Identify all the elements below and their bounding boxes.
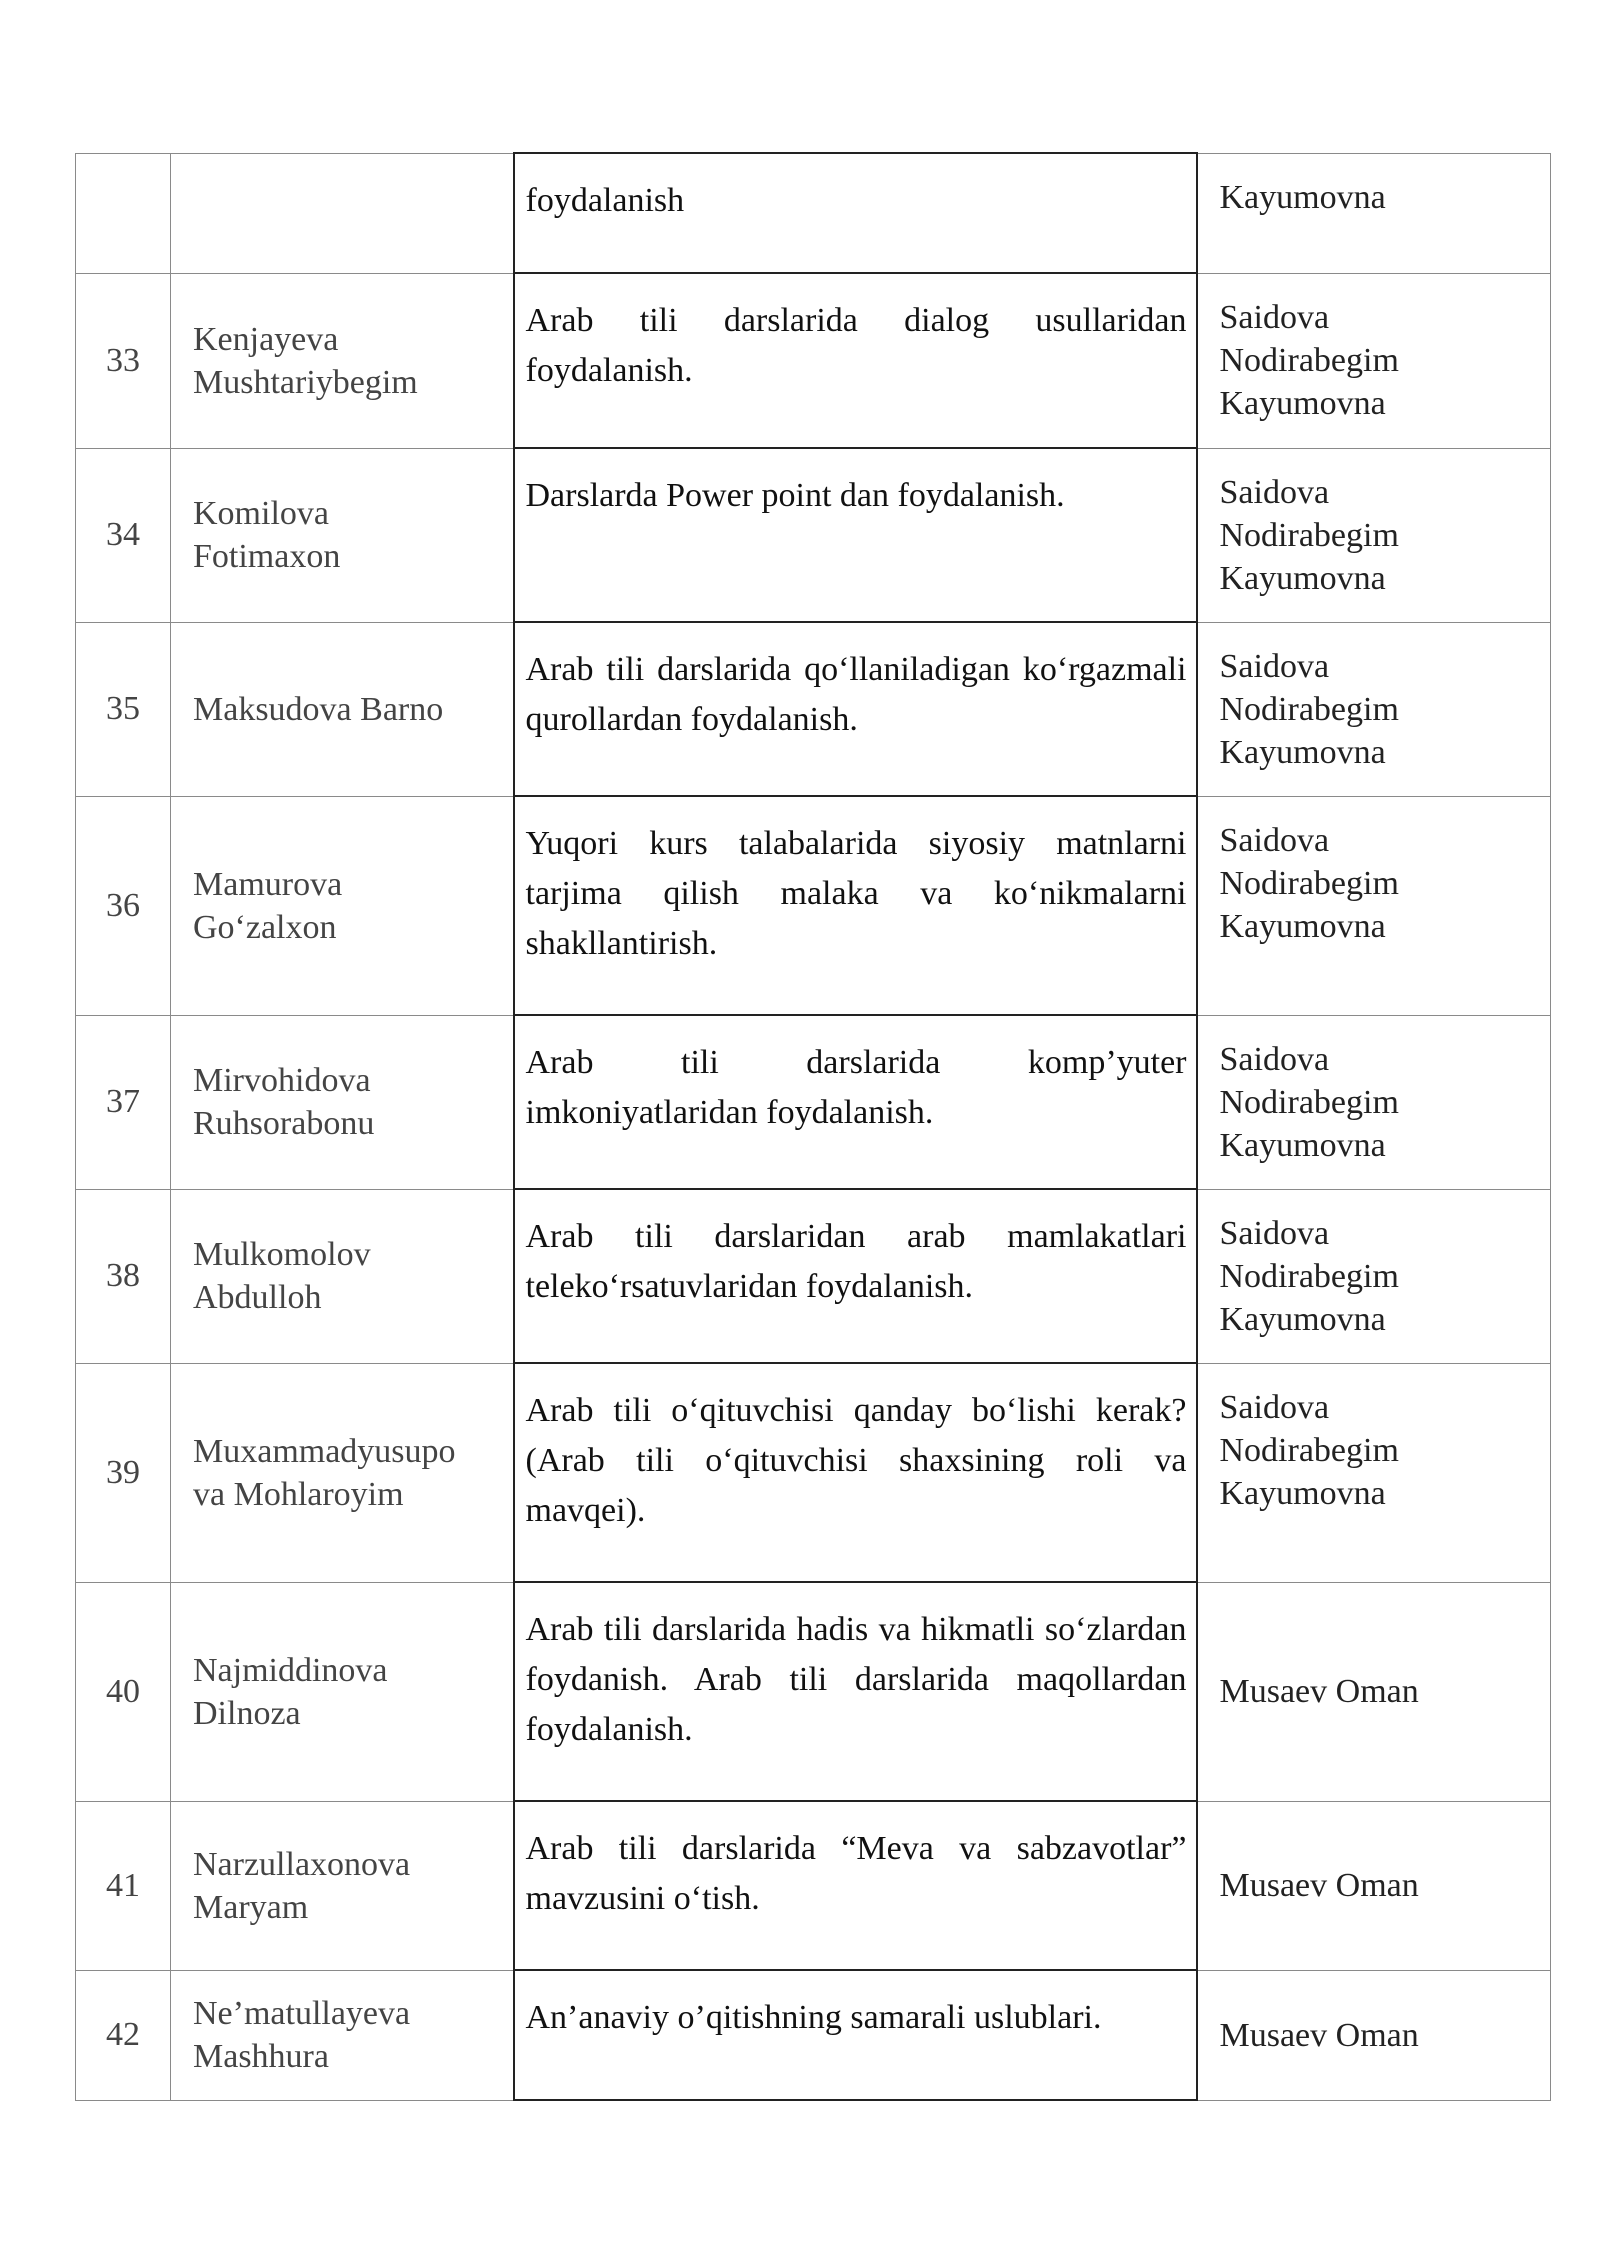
supervisor-line: Saidova bbox=[1219, 473, 1330, 511]
table-row bbox=[76, 1189, 1551, 1363]
student-name bbox=[171, 1015, 514, 1189]
table-row bbox=[76, 622, 1551, 796]
supervisor-line: Saidova bbox=[1219, 1040, 1330, 1078]
student-name-line: Maksudova Barno bbox=[193, 690, 444, 728]
supervisor-name bbox=[1197, 1582, 1551, 1801]
supervisor-line: Musaev Oman bbox=[1219, 1867, 1419, 1904]
topic-text: foydalanish bbox=[514, 153, 1197, 273]
table-row bbox=[76, 1801, 1551, 1970]
supervisor-name bbox=[1197, 622, 1551, 796]
supervisor-line: Musaev Oman bbox=[1219, 1673, 1419, 1710]
row-number: 35 bbox=[76, 622, 171, 796]
table-row bbox=[76, 1582, 1551, 1801]
supervisor-line: Nodirabegim bbox=[1219, 864, 1399, 902]
topic-text: Arab tili o‘qituvchisi qanday bo‘lishi kerak? (Arab tili o‘qituvchisi shaxsining roli va mavqei). bbox=[514, 1363, 1197, 1582]
supervisor-line: Nodirabegim bbox=[1219, 1257, 1399, 1295]
topic-text: Arab tili darslarida komp’yuter imkoniyatlaridan foydalanish. bbox=[514, 1015, 1197, 1189]
supervisor-line: Musaev Oman bbox=[1219, 2016, 1419, 2054]
supervisor-line: Kayumovna bbox=[1219, 1474, 1386, 1512]
student-name bbox=[171, 1801, 514, 1970]
row-number: 42 bbox=[76, 1970, 171, 2100]
student-name bbox=[171, 448, 514, 622]
student-name-line: Dilnoza bbox=[193, 1694, 301, 1732]
table-row bbox=[76, 796, 1551, 1015]
student-name-line: Komilova bbox=[193, 495, 329, 532]
table-row bbox=[76, 273, 1551, 448]
table-row bbox=[76, 1970, 1551, 2100]
student-name-line: Maryam bbox=[193, 1888, 309, 1926]
student-name bbox=[171, 796, 514, 1015]
supervisor-line: Nodirabegim bbox=[1219, 1083, 1399, 1121]
supervisor-line: Nodirabegim bbox=[1219, 1431, 1399, 1469]
student-name-line: Muxammadyusupo bbox=[193, 1432, 456, 1470]
row-number: 41 bbox=[76, 1801, 171, 1970]
student-name-line: Mulkomolov bbox=[193, 1236, 371, 1273]
supervisor-name bbox=[1197, 1015, 1551, 1189]
student-name-line: Ruhsorabonu bbox=[193, 1105, 375, 1142]
student-name bbox=[171, 1582, 514, 1801]
topic-text: Arab tili darslarida hadis va hikmatli so‘zlardan foydanish. Arab tili darslarida maqollardan foydalanish. bbox=[514, 1582, 1197, 1801]
supervisor-line: Kayumovna bbox=[1219, 907, 1386, 945]
student-name bbox=[171, 153, 514, 273]
topic-text: Yuqori kurs talabalarida siyosiy matnlarni tarjima qilish malaka va ko‘nikmalarni shakllantirish. bbox=[514, 796, 1197, 1015]
student-name bbox=[171, 622, 514, 796]
row-number: 33 bbox=[76, 273, 171, 448]
supervisor-line: Nodirabegim bbox=[1219, 690, 1399, 728]
row-number: 36 bbox=[76, 796, 171, 1015]
student-name-line: Mamurova bbox=[193, 865, 343, 903]
student-name bbox=[171, 1189, 514, 1363]
topic-text: Arab tili darslarida “Meva va sabzavotlar” mavzusini o‘tish. bbox=[514, 1801, 1197, 1970]
supervisor-name bbox=[1197, 1970, 1551, 2100]
student-name-line: Narzullaxonova bbox=[193, 1845, 411, 1883]
supervisor-line: Kayumovna bbox=[1219, 733, 1386, 771]
student-name bbox=[171, 1970, 514, 2100]
student-name bbox=[171, 1363, 514, 1582]
student-name-line: Kenjayeva bbox=[193, 320, 339, 358]
student-name-line: va Mohlaroyim bbox=[193, 1475, 404, 1513]
supervisor-line: Kayumovna bbox=[1219, 178, 1386, 216]
supervisor-name bbox=[1197, 153, 1551, 273]
supervisor-name bbox=[1197, 1801, 1551, 1970]
supervisor-line: Saidova bbox=[1219, 1388, 1330, 1426]
student-name-line: Fotimaxon bbox=[193, 538, 341, 575]
student-name-line: Abdulloh bbox=[193, 1279, 322, 1316]
supervisor-name bbox=[1197, 796, 1551, 1015]
row-number: 34 bbox=[76, 448, 171, 622]
row-number bbox=[76, 153, 171, 273]
supervisor-line: Saidova bbox=[1219, 821, 1330, 859]
table-row bbox=[76, 1363, 1551, 1582]
supervisor-line: Kayumovna bbox=[1219, 559, 1386, 597]
supervisor-line: Kayumovna bbox=[1219, 384, 1386, 422]
student-name-line: Mashhura bbox=[193, 2038, 329, 2075]
topics-table bbox=[75, 152, 1551, 2101]
table-row bbox=[76, 153, 1551, 273]
supervisor-line: Nodirabegim bbox=[1219, 516, 1399, 554]
supervisor-name bbox=[1197, 448, 1551, 622]
supervisor-line: Saidova bbox=[1219, 1214, 1330, 1252]
student-name-line: Go‘zalxon bbox=[193, 908, 337, 946]
topic-text: Arab tili darslarida qo‘llaniladigan ko‘rgazmali qurollardan foydalanish. bbox=[514, 622, 1197, 796]
supervisor-name bbox=[1197, 1189, 1551, 1363]
topic-text: Arab tili darslaridan arab mamlakatlari teleko‘rsatuvlaridan foydalanish. bbox=[514, 1189, 1197, 1363]
row-number: 39 bbox=[76, 1363, 171, 1582]
table-row bbox=[76, 1015, 1551, 1189]
supervisor-name bbox=[1197, 273, 1551, 448]
student-name-line: Ne’matullayeva bbox=[193, 1995, 411, 2032]
supervisor-line: Kayumovna bbox=[1219, 1300, 1386, 1338]
row-number: 37 bbox=[76, 1015, 171, 1189]
row-number: 40 bbox=[76, 1582, 171, 1801]
supervisor-name bbox=[1197, 1363, 1551, 1582]
student-name-line: Mirvohidova bbox=[193, 1062, 371, 1099]
supervisor-line: Saidova bbox=[1219, 647, 1330, 685]
supervisor-line: Kayumovna bbox=[1219, 1126, 1386, 1164]
row-number: 38 bbox=[76, 1189, 171, 1363]
topic-text: Darslarda Power point dan foydalanish. bbox=[514, 448, 1197, 622]
supervisor-line: Nodirabegim bbox=[1219, 341, 1399, 379]
student-name-line: Mushtariybegim bbox=[193, 363, 418, 401]
table-row bbox=[76, 448, 1551, 622]
student-name-line: Najmiddinova bbox=[193, 1651, 388, 1689]
supervisor-line: Saidova bbox=[1219, 298, 1330, 336]
topic-text: An’anaviy o’qitishning samarali uslublari. bbox=[514, 1970, 1197, 2100]
student-name bbox=[171, 273, 514, 448]
topic-text: Arab tili darslarida dialog usullaridan foydalanish. bbox=[514, 273, 1197, 448]
